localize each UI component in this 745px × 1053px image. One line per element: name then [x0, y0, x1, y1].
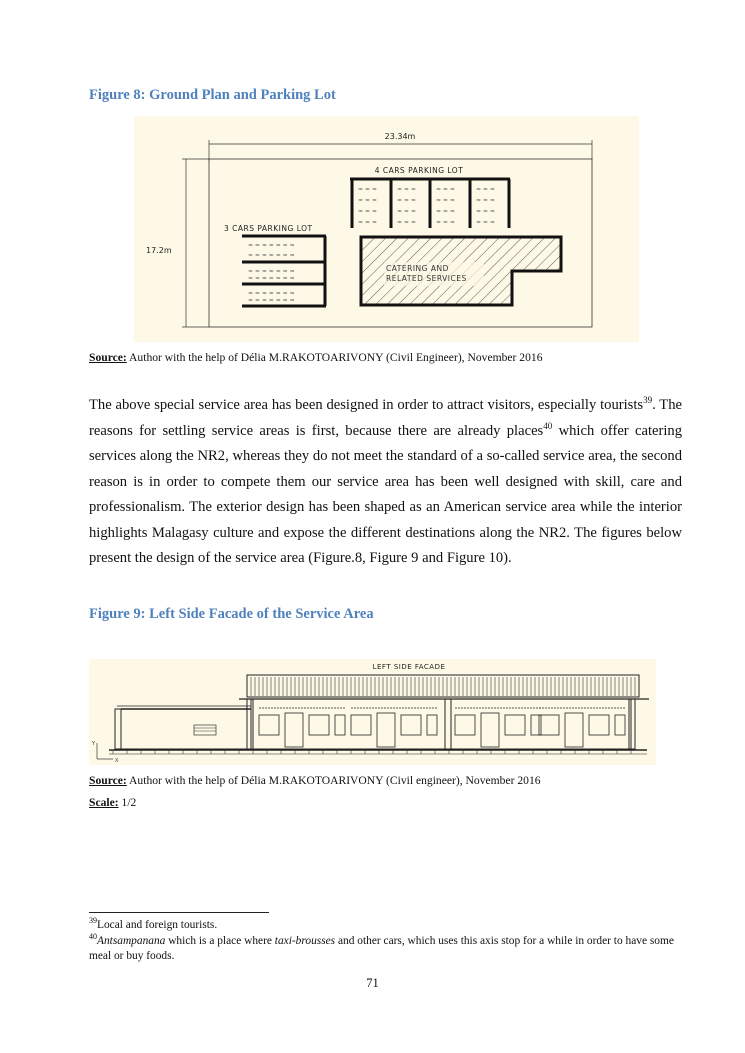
source-label: Source: — [89, 351, 127, 364]
lot4-label: 4 CARS PARKING LOT — [374, 166, 464, 175]
source-text: Author with the help of Délia M.RAKOTOARIVONY (Civil engineer), November 2016 — [126, 774, 541, 787]
facade-annex-wall — [121, 709, 251, 749]
footnote-text: and other cars, which uses this axis stop for a while in order to have some meal or buy foods. — [89, 935, 674, 962]
paragraph-sentence-1: The above special service area has been designed in order to attract visitors, especially tourists — [89, 397, 644, 413]
footnote-number: 40 — [89, 932, 97, 942]
ground-plan-drawing — [134, 116, 639, 342]
footnote-text: Local and foreign tourists. — [97, 919, 218, 931]
source-text: Author with the help of Délia M.RAKOTOARIVONY (Civil Engineer), November 2016 — [126, 351, 543, 364]
svg-text:≈ ≈ ≈ ≈ ≈ ≈ ≈: ≈ ≈ ≈ ≈ ≈ ≈ ≈ — [248, 290, 295, 297]
facade-drawing — [89, 659, 656, 765]
svg-text:≈ ≈ ≈: ≈ ≈ ≈ — [436, 208, 455, 215]
svg-text:≈ ≈ ≈: ≈ ≈ ≈ — [476, 208, 495, 215]
scale-label: Scale: — [89, 796, 119, 809]
svg-text:≈ ≈ ≈: ≈ ≈ ≈ — [397, 186, 416, 193]
facade-label: LEFT SIDE FACADE — [372, 663, 446, 671]
facade-main-wall — [251, 699, 631, 749]
page-number: 71 — [366, 976, 379, 990]
height-label: 17.2m — [146, 246, 172, 255]
catering-label-1: CATERING AND — [386, 264, 449, 273]
footnote-39 — [89, 918, 682, 933]
lot3-markings — [248, 242, 295, 304]
axis-x-label: X — [115, 758, 119, 764]
figure-9-title: Figure 9: Left Side Facade of the Service Area — [89, 606, 374, 622]
figure-8-title: Figure 8: Ground Plan and Parking Lot — [89, 87, 336, 103]
svg-text:≈ ≈ ≈: ≈ ≈ ≈ — [358, 208, 377, 215]
svg-text:≈ ≈ ≈: ≈ ≈ ≈ — [476, 186, 495, 193]
svg-text:≈ ≈ ≈ ≈ ≈ ≈ ≈: ≈ ≈ ≈ ≈ ≈ ≈ ≈ — [248, 242, 295, 249]
figure-9-source — [89, 774, 541, 787]
lot3-label: 3 CARS PARKING LOT — [224, 224, 313, 233]
svg-text:≈ ≈ ≈: ≈ ≈ ≈ — [397, 219, 416, 226]
annex-vent — [194, 725, 216, 735]
svg-text:≈ ≈ ≈ ≈ ≈ ≈ ≈: ≈ ≈ ≈ ≈ ≈ ≈ ≈ — [248, 297, 295, 304]
figure-8-source — [89, 351, 543, 364]
footnote-ref-40[interactable]: 40 — [543, 420, 553, 431]
footnote-vehicle-term: taxi-brousses — [274, 935, 336, 947]
svg-text:≈ ≈ ≈: ≈ ≈ ≈ — [358, 219, 377, 226]
svg-text:≈ ≈ ≈: ≈ ≈ ≈ — [358, 186, 377, 193]
body-paragraph — [89, 393, 682, 572]
catering-label-2: RELATED SERVICES — [386, 274, 467, 283]
figure-9-scale — [89, 796, 136, 809]
svg-text:≈ ≈ ≈: ≈ ≈ ≈ — [476, 219, 495, 226]
svg-text:≈ ≈ ≈ ≈ ≈ ≈ ≈: ≈ ≈ ≈ ≈ ≈ ≈ ≈ — [248, 275, 295, 282]
axis-marker — [97, 743, 113, 759]
svg-text:≈ ≈ ≈ ≈ ≈ ≈ ≈: ≈ ≈ ≈ ≈ ≈ ≈ ≈ — [248, 252, 295, 259]
svg-text:≈ ≈ ≈: ≈ ≈ ≈ — [358, 197, 377, 204]
svg-text:≈ ≈ ≈: ≈ ≈ ≈ — [476, 197, 495, 204]
svg-text:≈ ≈ ≈: ≈ ≈ ≈ — [397, 208, 416, 215]
svg-text:≈ ≈ ≈: ≈ ≈ ≈ — [436, 219, 455, 226]
footnote-40 — [89, 934, 682, 964]
scale-value: 1/2 — [118, 796, 137, 809]
footnote-number: 39 — [89, 916, 97, 926]
facade-openings — [259, 708, 625, 747]
footnote-divider — [89, 912, 269, 913]
svg-text:≈ ≈ ≈: ≈ ≈ ≈ — [397, 197, 416, 204]
roof-slats — [251, 677, 635, 696]
width-label: 23.34m — [384, 132, 416, 141]
footnote-place-name: Antsampanana — [97, 935, 166, 947]
svg-text:≈ ≈ ≈: ≈ ≈ ≈ — [436, 197, 455, 204]
lot4-markings — [358, 186, 495, 226]
source-label: Source: — [89, 774, 127, 787]
svg-text:≈ ≈ ≈ ≈ ≈ ≈ ≈: ≈ ≈ ≈ ≈ ≈ ≈ ≈ — [248, 268, 295, 275]
facade-pillars — [115, 699, 635, 749]
svg-text:≈ ≈ ≈: ≈ ≈ ≈ — [436, 186, 455, 193]
ground-plan-svg — [134, 116, 639, 342]
footnote-ref-39[interactable]: 39 — [643, 395, 653, 406]
axis-y-label: Y — [92, 741, 96, 747]
footnote-text: which is a place where — [165, 935, 275, 947]
paragraph-sentence-3: which offer catering services along the NR2, whereas they do not meet the standard of a so-called service area, the second reason is in order to compete them our service area has been well designed with skill, care and professionalism. The exterior design has been shaped as an American service area while the interior highlights Malagasy culture and expose the different destinations along the NR2. The figures below present the design of the service area (Figure.8, Figure 9 and Figure 10). — [89, 422, 682, 566]
facade-svg — [89, 659, 656, 765]
paragraph-sentence-2: . The reasons for settling service areas is first, because there are already places — [89, 397, 682, 439]
